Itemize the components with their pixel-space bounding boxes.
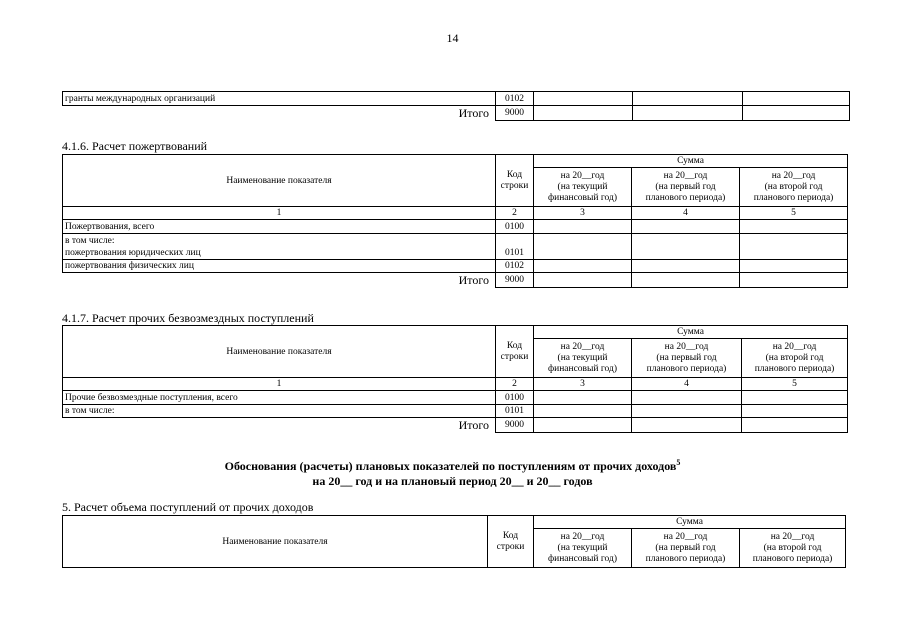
heading-line-2: на 20__ год и на плановый период 20__ и 20__ годов: [312, 474, 593, 488]
header-col5: на 20__год (на второй год планового периода): [740, 168, 848, 207]
row-code: 0101: [496, 405, 534, 418]
other-income-table: [62, 515, 846, 568]
header-col4: на 20__год (на первый год планового периода): [632, 339, 742, 378]
heading-line-1: Обоснования (расчеты) плановых показателей по поступлениям от прочих доходов$^5$: [224, 458, 681, 473]
row-name: Прочие безвозмездные поступления, всего: [63, 391, 496, 405]
cell-input[interactable]: [632, 260, 740, 273]
section-title-417: 4.1.7. Расчет прочих безвозмездных поступлений: [62, 311, 314, 325]
header-code: Код строки: [496, 326, 534, 378]
cell-input[interactable]: [740, 273, 848, 288]
row-code: 0100: [496, 391, 534, 405]
col-number: 2: [496, 207, 534, 220]
header-col5: на 20__год (на второй год планового периода): [742, 339, 848, 378]
cell-input[interactable]: [742, 391, 848, 405]
cell-input[interactable]: [534, 260, 632, 273]
col-number: 5: [742, 378, 848, 391]
cell-input[interactable]: [742, 405, 848, 418]
footnote-marker: 5: [676, 458, 681, 467]
col-number: 4: [632, 207, 740, 220]
header-name: Наименование показателя: [63, 155, 496, 207]
col-number: 1: [63, 207, 496, 220]
row-name: пожертвования физических лиц: [63, 260, 496, 273]
cell-input[interactable]: [534, 92, 633, 106]
total-code: 9000: [496, 273, 534, 288]
cell-input[interactable]: [534, 405, 632, 418]
cell-input[interactable]: [534, 391, 632, 405]
col-number: 2: [496, 378, 534, 391]
donations-table: [62, 154, 848, 288]
header-sum: Сумма: [534, 516, 846, 529]
row-code: 0100: [496, 220, 534, 234]
section-title-416: 4.1.6. Расчет пожертвований: [62, 139, 208, 153]
cell-input[interactable]: [743, 106, 850, 121]
header-name: Наименование показателя: [63, 516, 488, 568]
row-code: 0102: [496, 260, 534, 273]
col-number: 1: [63, 378, 496, 391]
cell-input[interactable]: [632, 391, 742, 405]
cell-input[interactable]: [534, 220, 632, 234]
col-number: 4: [632, 378, 742, 391]
cell-input[interactable]: [740, 234, 848, 260]
header-col3: на 20__год (на текущий финансовый год): [534, 529, 632, 568]
header-sum: Сумма: [534, 155, 848, 168]
page-number: 14: [446, 31, 459, 45]
cell-input[interactable]: [740, 260, 848, 273]
header-col4: на 20__год (на первый год планового периода): [632, 529, 740, 568]
cell-input[interactable]: [633, 106, 743, 121]
cell-input[interactable]: [633, 92, 743, 106]
row-name: в том числе: пожертвования юридических лиц: [63, 234, 496, 260]
col-number: 3: [534, 378, 632, 391]
cell-input[interactable]: [743, 92, 850, 106]
cell-input[interactable]: [632, 273, 740, 288]
total-label: Итого: [458, 106, 489, 121]
cell-input[interactable]: [632, 234, 740, 260]
cell-input[interactable]: [534, 418, 632, 433]
section-title-5: 5. Расчет объема поступлений от прочих доходов: [62, 500, 314, 514]
grants-table-fragment: [62, 91, 850, 121]
col-number: 5: [740, 207, 848, 220]
cell-input[interactable]: [534, 234, 632, 260]
header-col3: на 20__год (на текущий финансовый год): [534, 168, 632, 207]
row-code: 0101: [496, 234, 534, 260]
row-name: в том числе:: [63, 405, 496, 418]
total-code: 9000: [496, 418, 534, 433]
col-number: 3: [534, 207, 632, 220]
cell-input[interactable]: [632, 418, 742, 433]
header-col4: на 20__год (на первый год планового периода): [632, 168, 740, 207]
row-code: 0102: [496, 92, 534, 106]
row-name: гранты международных организаций: [63, 92, 496, 106]
header-code: Код строки: [488, 516, 534, 568]
row-name: Пожертвования, всего: [63, 220, 496, 234]
cell-input[interactable]: [742, 418, 848, 433]
total-label: Итого: [458, 418, 489, 433]
header-col3: на 20__год (на текущий финансовый год): [534, 339, 632, 378]
header-sum: Сумма: [534, 326, 848, 339]
total-code: 9000: [496, 106, 534, 121]
cell-input[interactable]: [740, 220, 848, 234]
cell-input[interactable]: [534, 273, 632, 288]
header-name: Наименование показателя: [63, 326, 496, 378]
cell-input[interactable]: [632, 405, 742, 418]
header-col5: на 20__год (на второй год планового периода): [740, 529, 846, 568]
header-code: Код строки: [496, 155, 534, 207]
cell-input[interactable]: [632, 220, 740, 234]
other-free-receipts-table: [62, 325, 848, 433]
justification-heading: [0, 455, 905, 489]
cell-input[interactable]: [534, 106, 633, 121]
total-label: Итого: [458, 273, 489, 288]
